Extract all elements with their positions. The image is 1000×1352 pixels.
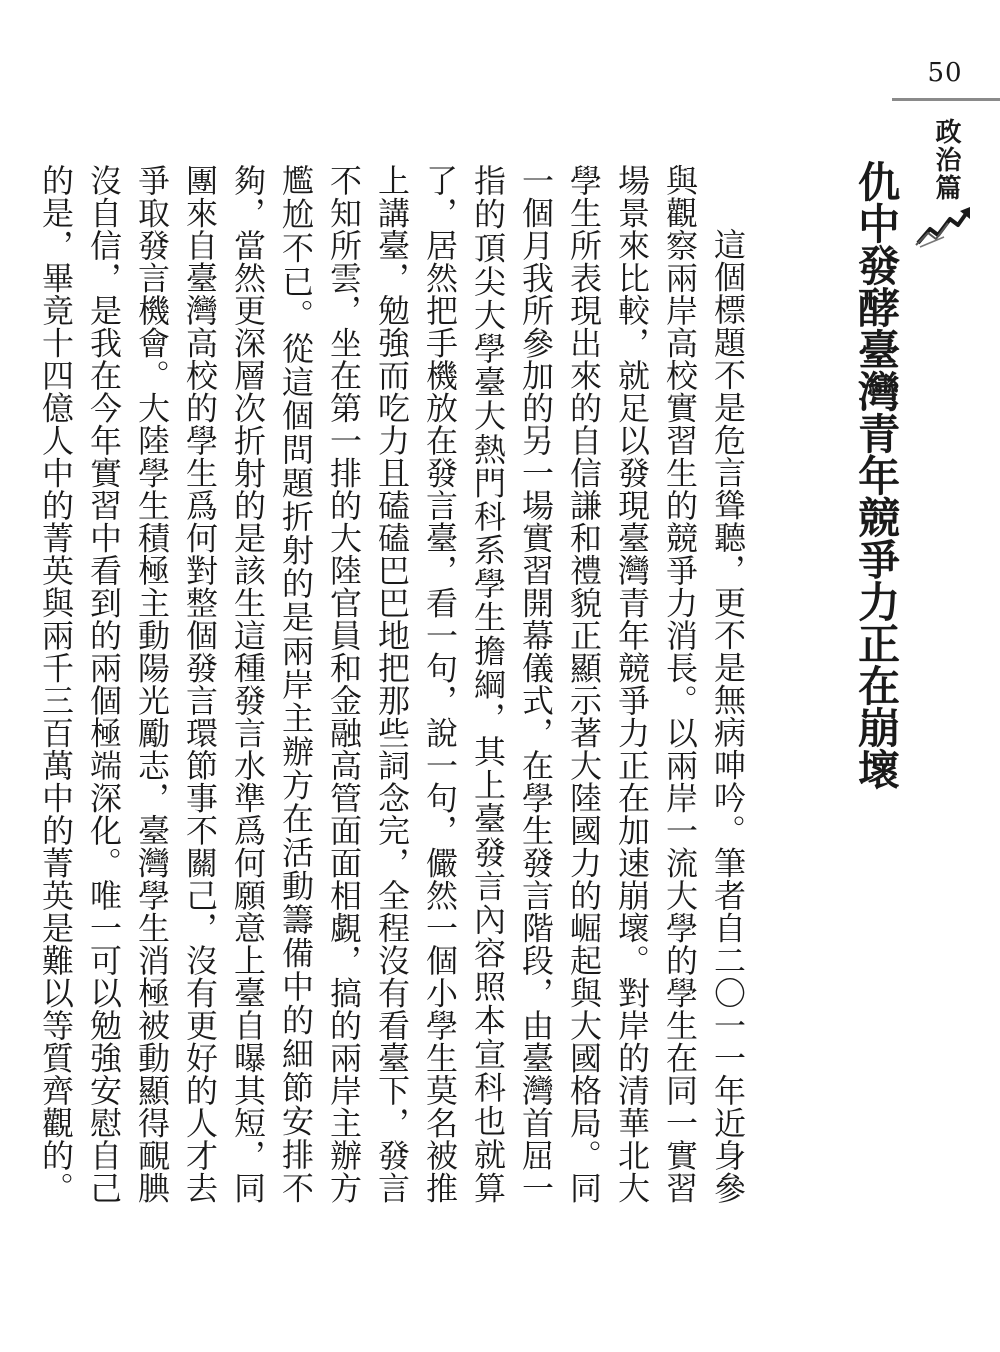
section-label: 政治篇: [931, 118, 961, 202]
header-divider: [892, 98, 1000, 101]
chapter-title: 仇中發酵臺灣青年競爭力正在崩壞: [852, 160, 902, 790]
article-body-paragraph: 這個標題不是危言聳聽，更不是無病呻吟。筆者自二〇一一年近身參與觀察兩岸高校實習生的競爭力消長。以兩岸一流大學的學生在同一實習場景來比較，就足以發現臺灣青年競爭力正在加速崩壞。對岸的清華北大學生所表現出來的自信謙和禮貌正顯示著大陸國力的崛起與大國格局。同一個月我所參加的另一場實習開幕儀式，在學生發言階段，由臺灣首屈一指的頂尖大學臺大熱門科系學生擔綱，其上臺發言內容照本宣科也就算了，居然把手機放在發言臺，看一句，說一句，儼然一個小學生莫名被推上講臺，勉強而吃力且磕磕巴巴地把那些詞念完，全程沒有看臺下，發言不知所雲，坐在第一排的大陸官員和金融高管面面相覷，搞的兩岸主辦方尷尬不已。從這個問題折射的是兩岸主辦方在活動籌備中的細節安排不夠，當然更深層次折射的是該生這種發言水準爲何願意上臺自曝其短，同團來自臺灣高校的學生爲何對整個發言環節事不關己，沒有更好的人才去爭取發言機會。大陸學生積極主動陽光勵志，臺灣學生消極被動顯得靦腆沒自信，是我在今年實習中看到的兩個極端深化。唯一可以勉強安慰自己的是，畢竟十四億人中的菁英與兩千三百萬中的菁英是難以等質齊觀的。: [37, 164, 747, 1204]
rising-arrow-icon: [914, 205, 974, 249]
page-number: 50: [927, 58, 963, 88]
